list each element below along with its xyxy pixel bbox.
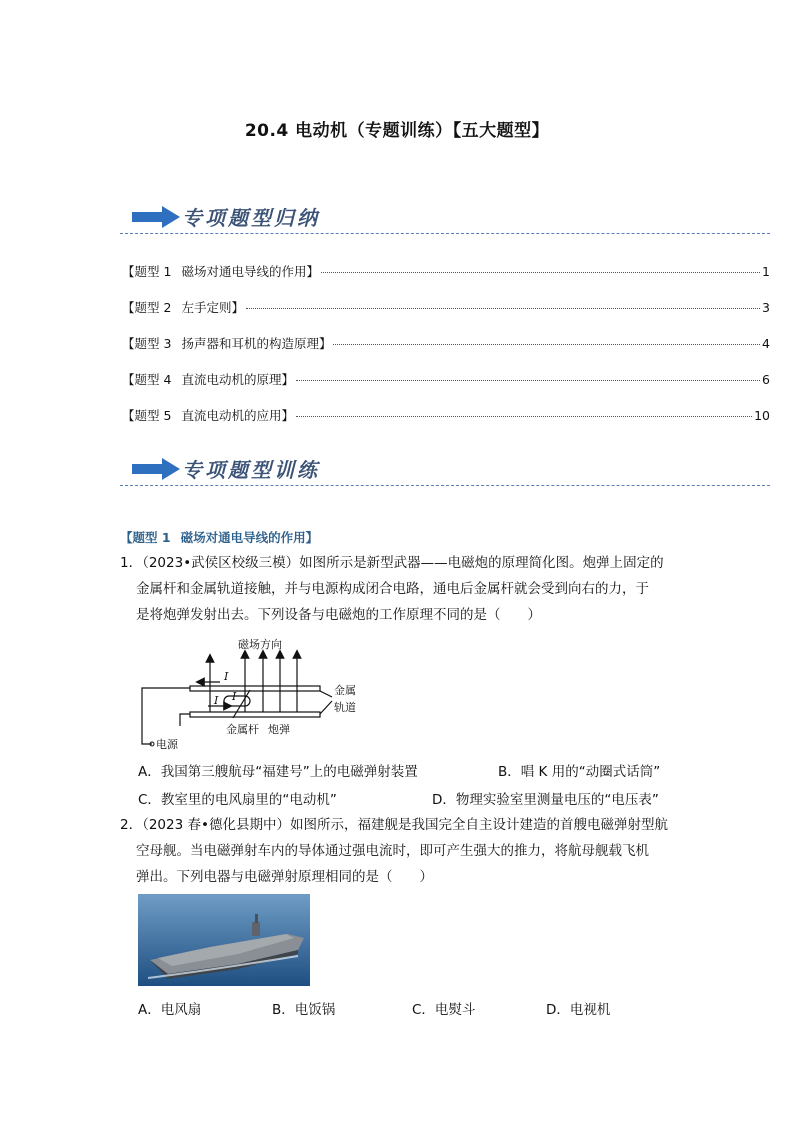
q2-option-a[interactable]: A．电风扇: [138, 1002, 202, 1018]
page-title: 20.4 电动机（专题训练）【五大题型】: [244, 121, 550, 141]
section-heading-training: [120, 452, 770, 486]
railgun-diagram: [130, 634, 370, 752]
rail-label: 金属: [334, 684, 356, 697]
toc-item-3[interactable]: 【题型 3 扬声器和耳机的构造原理】 4: [122, 336, 770, 351]
current-label: I: [232, 690, 237, 703]
toc-item-4[interactable]: 【题型 4 直流电动机的原理】 6: [122, 372, 770, 387]
toc-item-1[interactable]: 【题型 1 磁场对通电导线的作用】 1: [122, 264, 770, 279]
toc-leader-dots: [296, 416, 752, 417]
toc-page-number: 3: [762, 300, 770, 315]
q1-option-c[interactable]: C．教室里的电风扇里的“电动机”: [138, 792, 337, 808]
toc-page-number: 6: [762, 372, 770, 387]
section-divider: [120, 485, 770, 486]
toc-leader-dots: [333, 344, 760, 345]
question-type-heading: 【题型 1 磁场对通电导线的作用】: [120, 530, 319, 545]
section-heading-label: 专项题型训练: [182, 458, 320, 482]
rod-label: 金属杆: [226, 723, 259, 736]
question-1-text: 1．（2023•武侯区校级三模）如图所示是新型武器——电磁炮的原理简化图。炮弹上固定的 金属杆和金属轨道接触，并与电源构成闭合电路，通电后金属杆就会受到向右的力，于 是将炮弹发射出去。下列设备与电磁炮的工作原理不同的是（ ）: [120, 555, 664, 623]
q1-option-a[interactable]: A．我国第三艘航母“福建号”上的电磁弹射装置: [138, 764, 418, 780]
toc-page-number: 4: [762, 336, 770, 351]
toc-leader-dots: [246, 308, 760, 309]
field-direction-label: 磁场方向: [238, 638, 282, 651]
section-heading-summary: [120, 200, 770, 234]
toc-item-5[interactable]: 【题型 5 直流电动机的应用】 10: [122, 408, 770, 423]
q2-option-d[interactable]: D．电视机: [546, 1002, 611, 1018]
power-source-label: 电源: [156, 738, 178, 751]
q1-option-b[interactable]: B．唱 K 用的“动圈式话筒”: [498, 764, 661, 780]
question-2-text: 2．（2023 春•德化县期中）如图所示，福建舰是我国完全自主设计建造的首艘电磁弹射型航 空母舰。当电磁弹射车内的导体通过强电流时，即可产生强大的推力，将航母舰载飞机 弹出。下列电器与电磁弹射原理相同的是（ ）: [120, 817, 668, 885]
q1-option-d[interactable]: D．物理实验室里测量电压的“电压表”: [432, 792, 659, 808]
q2-option-c[interactable]: C．电熨斗: [412, 1002, 476, 1018]
section-divider: [120, 233, 770, 234]
q2-option-b[interactable]: B．电饭锅: [272, 1002, 336, 1018]
arrow-right-icon: [132, 458, 180, 480]
toc-leader-dots: [321, 272, 760, 273]
current-label: I: [224, 670, 229, 683]
section-heading-label: 专项题型归纳: [182, 206, 320, 230]
toc-item-2[interactable]: 【题型 2 左手定则】 3: [122, 300, 770, 315]
toc-leader-dots: [296, 380, 760, 381]
shell-label: 炮弹: [268, 723, 290, 736]
rail-label-2: 轨道: [334, 701, 356, 714]
toc-page-number: 1: [762, 264, 770, 279]
toc-page-number: 10: [754, 408, 770, 423]
aircraft-carrier-photo: [138, 894, 310, 986]
current-label: I: [214, 694, 219, 707]
arrow-right-icon: [132, 206, 180, 228]
